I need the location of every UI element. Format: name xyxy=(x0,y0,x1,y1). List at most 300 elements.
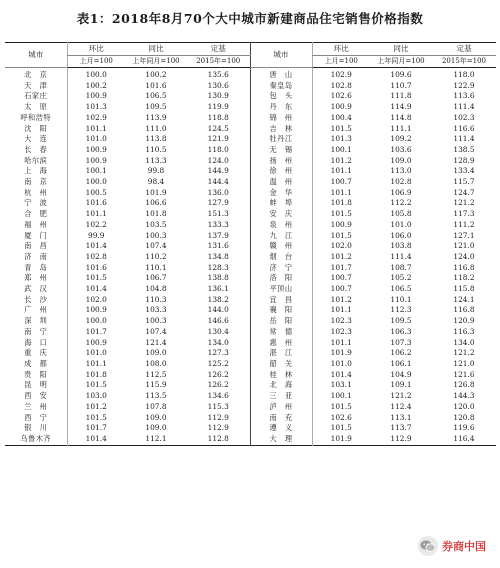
yoy-cell: 105.2 xyxy=(390,273,412,283)
city-cell: 济 宁 xyxy=(269,262,293,272)
mom-cell: 101.1 xyxy=(312,166,370,177)
city-cell: 秦皇岛 xyxy=(269,80,293,90)
yoy-cell: 106.0 xyxy=(390,230,412,240)
mom-cell: 100.0 xyxy=(67,177,125,188)
city-cell: 泉 州 xyxy=(269,219,293,229)
yoy-cell: 109.6 xyxy=(390,70,412,79)
mom-cell: 103.0 xyxy=(67,391,125,402)
fixed-cell: 127.9 xyxy=(187,198,250,209)
mom-cell: 100.9 xyxy=(312,220,370,231)
fixed-cell: 138.5 xyxy=(453,144,475,154)
fixed-cell: 134.8 xyxy=(187,252,250,263)
mom-cell: 101.0 xyxy=(67,134,125,145)
fixed-cell: 144.3 xyxy=(453,391,475,401)
mom-cell: 101.5 xyxy=(67,413,125,424)
city-cell: 惠 州 xyxy=(269,337,293,347)
yoy-cell: 112.9 xyxy=(390,433,412,443)
mom-cell: 100.5 xyxy=(67,188,125,199)
fixed-cell: 134.0 xyxy=(453,337,475,347)
mom-cell: 101.5 xyxy=(67,380,125,391)
mom-cell: 101.4 xyxy=(312,370,370,381)
yoy-cell: 121.4 xyxy=(145,337,167,347)
fixed-cell: 120.0 xyxy=(453,401,475,411)
mom-header: 环比 xyxy=(67,43,125,56)
fixed-base-header: 2015年=100 xyxy=(187,56,250,68)
city-header: 城市 xyxy=(250,43,312,68)
fixed-cell: 120.9 xyxy=(453,316,475,326)
fixed-cell: 124.0 xyxy=(187,156,250,167)
yoy-cell: 105.8 xyxy=(390,209,412,219)
city-cell: 青 岛 xyxy=(24,262,48,272)
city-cell: 贵 阳 xyxy=(24,369,48,379)
yoy-cell: 107.8 xyxy=(145,401,167,411)
mom-cell: 100.0 xyxy=(67,316,125,327)
fixed-cell: 116.8 xyxy=(453,305,475,315)
yoy-cell: 114.8 xyxy=(390,112,412,122)
fixed-cell: 137.9 xyxy=(187,231,250,242)
fixed-cell: 115.7 xyxy=(453,177,475,187)
fixed-cell: 138.2 xyxy=(187,295,250,306)
fixed-cell: 112.8 xyxy=(187,434,250,445)
city-cell: 南 宁 xyxy=(24,326,48,336)
table-row xyxy=(5,295,496,306)
yoy-cell: 109.0 xyxy=(145,348,167,358)
fixed-cell: 121.2 xyxy=(453,198,475,208)
table-body xyxy=(5,68,496,446)
yoy-cell: 107.3 xyxy=(390,337,412,347)
city-cell: 扬 州 xyxy=(269,155,293,165)
yoy-cell: 112.1 xyxy=(145,433,167,443)
fixed-cell: 121.9 xyxy=(187,134,250,145)
city-cell: 洛 阳 xyxy=(269,273,293,283)
city-cell: 哈尔滨 xyxy=(24,155,48,165)
yoy-header: 同比 xyxy=(125,43,187,56)
city-cell: 南 京 xyxy=(24,177,48,187)
mom-cell: 102.0 xyxy=(67,295,125,306)
fixed-cell: 113.6 xyxy=(453,91,475,101)
fixed-cell: 126.8 xyxy=(453,380,475,390)
mom-header: 环比 xyxy=(312,43,370,56)
yoy-cell: 114.9 xyxy=(390,102,412,112)
city-cell: 济 南 xyxy=(24,251,48,261)
table-row xyxy=(5,166,496,177)
mom-cell: 101.4 xyxy=(67,241,125,252)
fixed-cell: 116.4 xyxy=(453,433,475,443)
fixed-cell: 144.9 xyxy=(187,166,250,177)
yoy-cell: 113.0 xyxy=(390,166,412,176)
city-cell: 银 川 xyxy=(24,423,48,433)
mom-cell: 101.9 xyxy=(312,434,370,445)
city-cell: 襄 阳 xyxy=(269,305,293,315)
yoy-cell: 110.1 xyxy=(390,294,412,304)
mom-cell: 101.1 xyxy=(312,338,370,349)
fixed-cell: 124.0 xyxy=(453,251,475,261)
yoy-cell: 113.9 xyxy=(145,112,167,122)
yoy-cell: 110.2 xyxy=(145,251,167,261)
mom-cell: 100.0 xyxy=(67,68,125,81)
mom-cell: 101.3 xyxy=(312,134,370,145)
yoy-cell: 110.5 xyxy=(145,144,167,154)
mom-cell: 100.9 xyxy=(67,156,125,167)
mom-cell: 101.5 xyxy=(312,402,370,413)
mom-cell: 101.5 xyxy=(312,231,370,242)
city-cell: 南 昌 xyxy=(24,241,48,251)
yoy-cell: 106.9 xyxy=(390,187,412,197)
city-cell: 长 春 xyxy=(24,144,48,154)
mom-cell: 101.5 xyxy=(312,209,370,220)
city-cell: 北 京 xyxy=(24,70,48,79)
mom-cell: 102.3 xyxy=(312,316,370,327)
fixed-cell: 127.3 xyxy=(187,348,250,359)
table-row xyxy=(5,338,496,349)
mom-cell: 101.8 xyxy=(312,198,370,209)
table-row xyxy=(5,370,496,381)
fixed-cell: 126.2 xyxy=(187,370,250,381)
yoy-cell: 100.3 xyxy=(145,230,167,240)
fixed-cell: 117.3 xyxy=(453,209,475,219)
header-row xyxy=(5,43,496,56)
city-cell: 烟 台 xyxy=(269,251,293,261)
city-cell: 西 安 xyxy=(24,391,48,401)
city-cell: 广 州 xyxy=(24,305,48,315)
yoy-cell: 109.0 xyxy=(145,412,167,422)
city-cell: 泸 州 xyxy=(269,401,293,411)
mom-cell: 101.7 xyxy=(312,263,370,274)
table-row xyxy=(5,198,496,209)
yoy-cell: 115.9 xyxy=(145,380,167,390)
fixed-cell: 124.7 xyxy=(453,187,475,197)
mom-cell: 101.2 xyxy=(312,295,370,306)
fixed-cell: 130.4 xyxy=(187,327,250,338)
fixed-cell: 102.3 xyxy=(453,112,475,122)
fixed-cell: 121.2 xyxy=(453,348,475,358)
table-row xyxy=(5,327,496,338)
mom-cell: 103.1 xyxy=(312,380,370,391)
city-cell: 石家庄 xyxy=(24,91,48,101)
city-cell: 安 庆 xyxy=(269,209,293,219)
fixed-cell: 118.0 xyxy=(187,145,250,156)
yoy-cell: 106.5 xyxy=(145,91,167,101)
mom-cell: 102.0 xyxy=(312,241,370,252)
yoy-cell: 100.2 xyxy=(145,70,167,79)
fixed-cell: 144.0 xyxy=(187,305,250,316)
yoy-cell: 109.1 xyxy=(390,380,412,390)
yoy-cell: 109.5 xyxy=(390,316,412,326)
table-row xyxy=(5,113,496,124)
yoy-cell: 113.1 xyxy=(390,412,412,422)
fixed-cell: 124.5 xyxy=(187,124,250,135)
table-row xyxy=(5,91,496,102)
mom-cell: 100.2 xyxy=(67,81,125,92)
fixed-cell: 130.6 xyxy=(187,81,250,92)
fixed-header: 定基 xyxy=(187,43,250,56)
city-cell: 厦 门 xyxy=(24,230,48,240)
yoy-cell: 108.7 xyxy=(390,262,412,272)
city-cell: 牡丹江 xyxy=(269,134,293,144)
table-row xyxy=(5,102,496,113)
fixed-cell: 133.4 xyxy=(453,166,475,176)
fixed-cell: 121.0 xyxy=(453,241,475,251)
mom-cell: 100.9 xyxy=(312,102,370,113)
mom-cell: 101.9 xyxy=(312,348,370,359)
table-row xyxy=(5,348,496,359)
mom-cell: 101.6 xyxy=(67,198,125,209)
city-cell: 平顶山 xyxy=(269,284,293,294)
yoy-cell: 106.7 xyxy=(145,273,167,283)
yoy-cell: 109.0 xyxy=(390,155,412,165)
mom-cell: 101.1 xyxy=(67,359,125,370)
fixed-cell: 131.6 xyxy=(187,241,250,252)
yoy-cell: 103.3 xyxy=(145,305,167,315)
mom-cell: 102.9 xyxy=(67,113,125,124)
yoy-cell: 98.4 xyxy=(147,177,165,187)
city-cell: 长 沙 xyxy=(24,294,48,304)
mom-cell: 100.7 xyxy=(312,273,370,284)
mom-base-header: 上月=100 xyxy=(67,56,125,68)
fixed-cell: 138.8 xyxy=(187,273,250,284)
table-row xyxy=(5,177,496,188)
yoy-cell: 107.4 xyxy=(145,241,167,251)
fixed-cell: 111.2 xyxy=(453,219,475,229)
city-cell: 沈 阳 xyxy=(24,123,48,133)
table-row xyxy=(5,316,496,327)
city-cell: 常 德 xyxy=(269,326,293,336)
yoy-cell: 111.1 xyxy=(390,123,412,133)
city-cell: 韶 关 xyxy=(269,358,293,368)
mom-cell: 100.7 xyxy=(312,177,370,188)
mom-cell: 101.4 xyxy=(67,284,125,295)
fixed-cell: 135.6 xyxy=(187,68,250,81)
yoy-base-header: 上年同月=100 xyxy=(125,56,187,68)
yoy-cell: 109.2 xyxy=(390,134,412,144)
yoy-base-header: 上年同月=100 xyxy=(370,56,432,68)
fixed-cell: 115.3 xyxy=(187,402,250,413)
yoy-cell: 112.4 xyxy=(390,401,412,411)
fixed-cell: 136.0 xyxy=(187,188,250,199)
yoy-cell: 111.8 xyxy=(390,91,412,101)
yoy-cell: 113.7 xyxy=(390,423,412,433)
city-cell: 北 海 xyxy=(269,380,293,390)
table-row xyxy=(5,413,496,424)
mom-cell: 101.3 xyxy=(67,102,125,113)
yoy-cell: 104.9 xyxy=(390,369,412,379)
mom-cell: 101.5 xyxy=(67,273,125,284)
mom-cell: 101.1 xyxy=(67,124,125,135)
fixed-cell: 116.3 xyxy=(453,326,475,336)
city-cell: 宁 波 xyxy=(24,198,48,208)
yoy-cell: 101.6 xyxy=(145,80,167,90)
table-row xyxy=(5,188,496,199)
city-cell: 福 州 xyxy=(24,219,48,229)
fixed-cell: 151.3 xyxy=(187,209,250,220)
city-cell: 合 肥 xyxy=(24,209,48,219)
table-row xyxy=(5,134,496,145)
mom-cell: 101.6 xyxy=(67,263,125,274)
fixed-cell: 146.6 xyxy=(187,316,250,327)
fixed-base-header: 2015年=100 xyxy=(432,56,496,68)
yoy-cell: 106.3 xyxy=(390,326,412,336)
yoy-cell: 112.2 xyxy=(390,198,412,208)
yoy-cell: 109.5 xyxy=(145,102,167,112)
city-cell: 吉 林 xyxy=(269,123,293,133)
city-cell: 桂 林 xyxy=(269,369,293,379)
city-cell: 深 圳 xyxy=(24,316,48,326)
yoy-cell: 99.8 xyxy=(147,166,165,176)
city-cell: 徐 州 xyxy=(269,166,293,176)
mom-base-header: 上月=100 xyxy=(312,56,370,68)
yoy-cell: 101.9 xyxy=(145,187,167,197)
table-row xyxy=(5,252,496,263)
yoy-cell: 113.3 xyxy=(145,155,167,165)
mom-cell: 101.1 xyxy=(67,209,125,220)
fixed-cell: 112.9 xyxy=(187,413,250,424)
fixed-cell: 122.9 xyxy=(453,80,475,90)
yoy-cell: 107.4 xyxy=(145,326,167,336)
mom-cell: 101.2 xyxy=(67,402,125,413)
table-row xyxy=(5,423,496,434)
mom-cell: 100.9 xyxy=(67,305,125,316)
yoy-cell: 106.2 xyxy=(390,348,412,358)
fixed-cell: 118.0 xyxy=(453,70,475,79)
watermark-text: 券商中国 xyxy=(442,540,486,553)
mom-cell: 102.8 xyxy=(312,81,370,92)
fixed-cell: 116.6 xyxy=(453,123,475,133)
city-cell: 西 宁 xyxy=(24,412,48,422)
fixed-cell: 134.0 xyxy=(187,338,250,349)
city-cell: 赣 州 xyxy=(269,241,293,251)
city-cell: 天 津 xyxy=(24,80,48,90)
yoy-cell: 121.2 xyxy=(390,391,412,401)
fixed-cell: 128.3 xyxy=(187,263,250,274)
city-cell: 重 庆 xyxy=(24,348,48,358)
mom-cell: 101.4 xyxy=(67,434,125,445)
fixed-cell: 124.1 xyxy=(453,294,475,304)
yoy-cell: 113.8 xyxy=(145,134,167,144)
yoy-cell: 103.6 xyxy=(390,144,412,154)
city-cell: 丹 东 xyxy=(269,102,293,112)
yoy-cell: 112.5 xyxy=(145,369,167,379)
city-cell: 金 华 xyxy=(269,187,293,197)
table-title: 表1：2018年8月70个大中城市新建商品住宅销售价格指数 xyxy=(76,11,424,26)
mom-cell: 100.1 xyxy=(67,166,125,177)
mom-cell: 101.0 xyxy=(312,359,370,370)
city-cell: 三 亚 xyxy=(269,391,293,401)
fixed-cell: 144.4 xyxy=(187,177,250,188)
yoy-cell: 110.3 xyxy=(145,294,167,304)
mom-cell: 101.2 xyxy=(312,156,370,167)
mom-cell: 100.1 xyxy=(312,145,370,156)
mom-cell: 100.1 xyxy=(312,391,370,402)
table-row xyxy=(5,391,496,402)
fixed-cell: 118.2 xyxy=(453,273,475,283)
fixed-cell: 119.6 xyxy=(453,423,475,433)
fixed-cell: 121.6 xyxy=(453,369,475,379)
city-cell: 温 州 xyxy=(269,177,293,187)
city-cell: 杭 州 xyxy=(24,187,48,197)
yoy-cell: 113.5 xyxy=(145,391,167,401)
mom-cell: 102.9 xyxy=(312,68,370,81)
mom-cell: 101.2 xyxy=(312,252,370,263)
mom-cell: 99.9 xyxy=(67,231,125,242)
table-row xyxy=(5,241,496,252)
wechat-icon xyxy=(418,536,438,556)
yoy-cell: 109.0 xyxy=(145,423,167,433)
city-cell: 无 锡 xyxy=(269,144,293,154)
mom-cell: 100.4 xyxy=(312,113,370,124)
fixed-cell: 126.2 xyxy=(187,380,250,391)
fixed-cell: 128.9 xyxy=(453,155,475,165)
table-row xyxy=(5,359,496,370)
fixed-cell: 118.8 xyxy=(187,113,250,124)
city-cell: 上 海 xyxy=(24,166,48,176)
fixed-cell: 119.9 xyxy=(187,102,250,113)
city-cell: 武 汉 xyxy=(24,284,48,294)
yoy-cell: 108.0 xyxy=(145,358,167,368)
table-row xyxy=(5,81,496,92)
mom-cell: 102.6 xyxy=(312,91,370,102)
fixed-cell: 133.3 xyxy=(187,220,250,231)
table-row xyxy=(5,231,496,242)
mom-cell: 100.9 xyxy=(67,91,125,102)
mom-cell: 101.1 xyxy=(312,305,370,316)
watermark xyxy=(414,534,490,558)
table-row xyxy=(5,124,496,135)
yoy-cell: 103.5 xyxy=(145,219,167,229)
fixed-cell: 111.4 xyxy=(453,134,475,144)
fixed-cell: 130.9 xyxy=(187,91,250,102)
fixed-cell: 134.6 xyxy=(187,391,250,402)
city-cell: 海 口 xyxy=(24,337,48,347)
city-cell: 岳 阳 xyxy=(269,316,293,326)
table-row xyxy=(5,434,496,445)
city-header: 城市 xyxy=(5,43,67,68)
yoy-cell: 110.1 xyxy=(145,262,167,272)
mom-cell: 102.2 xyxy=(67,220,125,231)
price-index-table xyxy=(5,42,496,446)
mom-cell: 102.8 xyxy=(67,252,125,263)
yoy-cell: 104.8 xyxy=(145,284,167,294)
city-cell: 锦 州 xyxy=(269,112,293,122)
city-cell: 呼和浩特 xyxy=(20,112,52,122)
city-cell: 大 理 xyxy=(269,433,293,443)
yoy-cell: 111.0 xyxy=(145,123,167,133)
fixed-cell: 136.1 xyxy=(187,284,250,295)
mom-cell: 101.0 xyxy=(67,348,125,359)
fixed-cell: 125.2 xyxy=(187,359,250,370)
yoy-cell: 106.1 xyxy=(390,358,412,368)
yoy-cell: 101.8 xyxy=(145,209,167,219)
mom-cell: 101.7 xyxy=(67,327,125,338)
city-cell: 大 连 xyxy=(24,134,48,144)
city-cell: 宜 昌 xyxy=(269,294,293,304)
city-cell: 太 原 xyxy=(24,102,48,112)
city-cell: 乌鲁木齐 xyxy=(20,433,52,443)
mom-cell: 101.5 xyxy=(312,124,370,135)
fixed-cell: 115.8 xyxy=(453,284,475,294)
yoy-cell: 106.6 xyxy=(145,198,167,208)
table-row xyxy=(5,402,496,413)
mom-cell: 101.5 xyxy=(312,423,370,434)
yoy-cell: 106.5 xyxy=(390,284,412,294)
mom-cell: 100.7 xyxy=(312,284,370,295)
yoy-cell: 112.3 xyxy=(390,305,412,315)
mom-cell: 101.1 xyxy=(312,188,370,199)
city-cell: 包 头 xyxy=(269,91,293,101)
mom-cell: 100.9 xyxy=(67,145,125,156)
table-row xyxy=(5,156,496,167)
city-cell: 唐 山 xyxy=(269,70,293,79)
yoy-header: 同比 xyxy=(370,43,432,56)
